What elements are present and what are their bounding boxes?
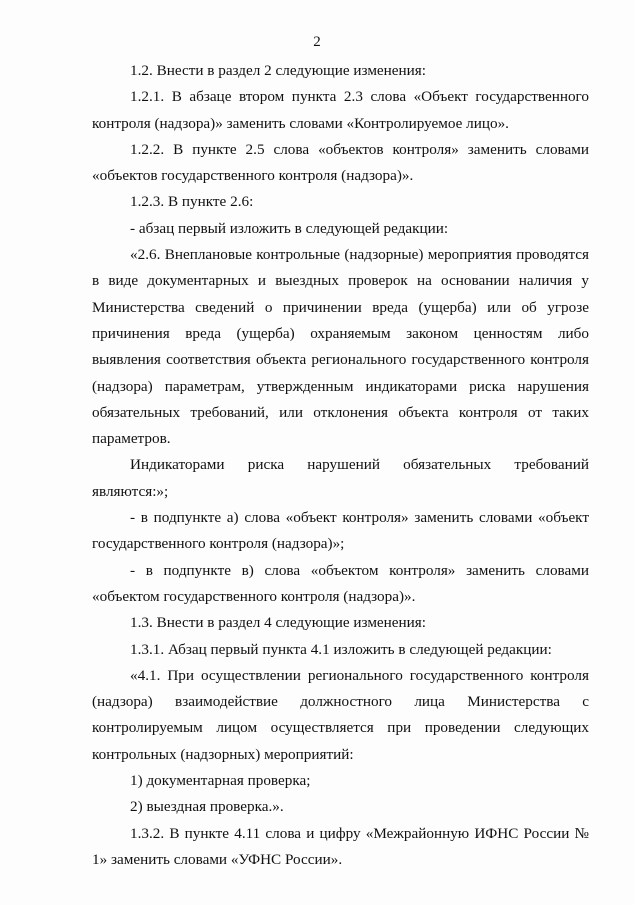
paragraph-4-1: «4.1. При осуществлении регионального государственного контроля (надзора) взаимодействие должностного лица Министерства с контролируемым лицом осуществляется при проведении следующих контрольных (надзорных) мероприятий:	[92, 666, 589, 763]
paragraph-1-2: 1.2. Внести в раздел 2 следующие изменения:	[130, 62, 427, 79]
page-number: 2	[313, 34, 321, 50]
paragraph-dash-first: - абзац первый изложить в следующей редакции:	[130, 219, 449, 237]
paragraph-2-6: «2.6. Внеплановые контрольные (надзорные) мероприятия проводятся в виде документарных и выездных проверок на основании наличия у Министерства сведений о причинении вреда (ущерба) или об угрозе причинения вреда (ущерба) охраняемым законом ценностям либо выявления соответствия объекта регионального государственного контроля (надзора) параметрам, утвержденным индикаторами риска нарушения обязательных требований, или отклонения объекта контроля от таких параметров.	[92, 246, 589, 448]
paragraph-indicators: Индикаторами риска нарушений обязательных требований являются:»;	[92, 456, 589, 500]
paragraph-1-2-3: 1.2.3. В пункте 2.6:	[130, 193, 254, 211]
paragraph-1-2-1: 1.2.1. В абзаце втором пункта 2.3 слова «Объект государственного контроля (надзора)» заменить словами «Контролируемое лицо».	[92, 88, 589, 132]
list-item-1: 1) документарная проверка;	[130, 772, 311, 790]
paragraph-1-2-2: 1.2.2. В пункте 2.5 слова «объектов контроля» заменить словами «объектов государственного контроля (надзора)».	[92, 140, 589, 185]
document-body	[92, 58, 589, 873]
list-item-2: 2) выездная проверка.».	[130, 798, 284, 816]
paragraph-1-3-1: 1.3.1. Абзац первый пункта 4.1 изложить в следующей редакции:	[130, 640, 552, 658]
paragraph-1-3-2: 1.3.2. В пункте 4.11 слова и цифру «Межрайонную ИФНС России № 1» заменить словами «УФНС России».	[92, 824, 589, 868]
paragraph-subpoint-v: - в подпункте в) слова «объектом контроля» заменить словами «объектом государственного контроля (надзора)».	[92, 561, 589, 605]
paragraph-subpoint-a: - в подпункте а) слова «объект контроля» заменить словами «объект государственного контроля (надзора)»;	[92, 509, 589, 553]
paragraph-1-3: 1.3. Внести в раздел 4 следующие изменения:	[130, 614, 427, 632]
